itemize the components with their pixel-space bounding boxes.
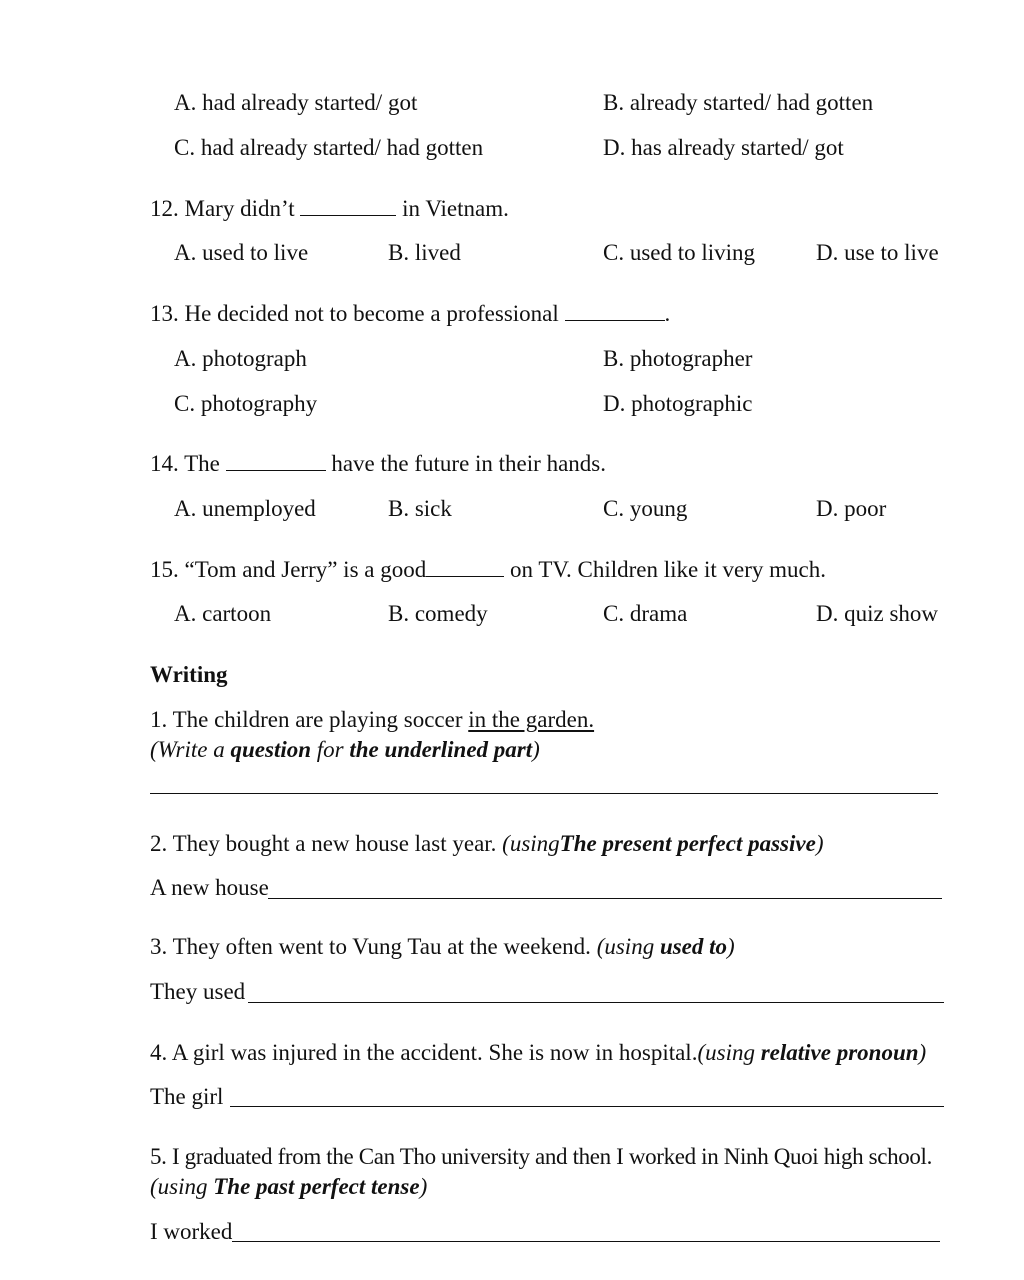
writing-2-close: ) [815, 831, 824, 856]
writing-2-answer-start: A new house [150, 875, 269, 900]
writing-3-using: (using [596, 934, 655, 959]
writing-5-instruction [150, 1173, 427, 1201]
writing-1-instr-mid: for [311, 737, 350, 762]
writing-3-text: 3. They often went to Vung Tau at the weekend. [150, 934, 591, 959]
q13-option-b: B. photographer [603, 346, 753, 371]
writing-2-sentence [150, 830, 823, 858]
q13-option-d: D. photographic [603, 391, 753, 416]
writing-3-answer-line[interactable] [248, 1002, 944, 1003]
writing-4-close: ) [918, 1040, 927, 1065]
q15-blank[interactable] [426, 556, 504, 577]
writing-2-using: (using [502, 831, 560, 856]
q12-suffix: in Vietnam. [402, 196, 509, 221]
q12-option-d: D. use to live [816, 240, 939, 265]
q15-suffix: on TV. Children like it very much. [510, 557, 827, 582]
writing-3-structure: used to [659, 934, 728, 959]
writing-5-close: ) [419, 1174, 428, 1199]
writing-4-sentence [150, 1039, 926, 1067]
writing-heading: Writing [150, 662, 228, 687]
q14-stem [150, 450, 606, 478]
q13-stem [150, 300, 670, 328]
q14-blank[interactable] [226, 450, 326, 471]
q12-option-c: C. used to living [603, 240, 756, 265]
writing-1-instruction [150, 736, 540, 764]
q15-prefix: 15. “Tom and Jerry” is a good [150, 557, 427, 582]
q11-option-c: C. had already started/ had gotten [174, 135, 484, 160]
writing-3-answer-start: They used [150, 979, 246, 1004]
q15-option-d: D. quiz show [816, 601, 939, 626]
writing-4-using: (using [697, 1040, 755, 1065]
q13-option-c: C. photography [174, 391, 318, 416]
q13-prefix: 13. He decided not to become a professional [150, 301, 559, 326]
writing-1-sentence [150, 706, 594, 734]
writing-1-instr-open: (Write a [150, 737, 231, 762]
writing-2-text: 2. They bought a new house last year. [150, 831, 497, 856]
writing-4-text: 4. A girl was injured in the accident. She is now in hospital. [150, 1040, 698, 1065]
writing-5-structure: The past perfect tense [213, 1174, 420, 1199]
writing-1-instr-part: the underlined part [349, 737, 533, 762]
q15-option-b: B. comedy [388, 601, 488, 626]
writing-1-answer-line[interactable] [150, 793, 938, 794]
writing-1-instr-question: question [230, 737, 312, 762]
q15-option-a: A. cartoon [174, 601, 272, 626]
writing-4-structure: relative pronoun [760, 1040, 919, 1065]
writing-5-using: (using [150, 1174, 208, 1199]
q13-option-a: A. photograph [174, 346, 307, 371]
q14-option-a: A. unemployed [174, 496, 316, 521]
writing-5-sentence: 5. I graduated from the Can Tho university and then I worked in Ninh Quoi high school. [150, 1144, 932, 1169]
writing-3-close: ) [727, 934, 735, 959]
q14-option-d: D. poor [816, 496, 887, 521]
q15-stem [150, 556, 826, 584]
q14-suffix: have the future in their hands. [331, 451, 606, 476]
writing-4-answer-start: The girl [150, 1084, 224, 1109]
q14-option-b: B. sick [388, 496, 452, 521]
q12-prefix: 12. Mary didn’t [150, 196, 295, 221]
writing-5-answer-start: I worked [150, 1219, 233, 1244]
writing-1-instr-close: ) [532, 737, 540, 762]
writing-1-prefix: 1. The children are playing soccer [150, 707, 463, 732]
q13-blank[interactable] [565, 300, 665, 321]
writing-2-structure: The present perfect passive [559, 831, 816, 856]
q14-option-c: C. young [603, 496, 688, 521]
q12-option-a: A. used to live [174, 240, 309, 265]
q11-option-d: D. has already started/ got [603, 135, 844, 160]
q12-option-b: B. lived [388, 240, 461, 265]
q12-blank[interactable] [300, 195, 396, 216]
q15-option-c: C. drama [603, 601, 688, 626]
q11-option-b: B. already started/ had gotten [603, 90, 874, 115]
q11-option-a: A. had already started/ got [174, 90, 418, 115]
writing-2-answer-line[interactable] [268, 898, 942, 899]
writing-4-answer-line[interactable] [230, 1106, 944, 1107]
writing-1-underlined: in the garden. [468, 707, 595, 732]
writing-3-sentence [150, 933, 735, 961]
q14-prefix: 14. The [150, 451, 220, 476]
q12-stem [150, 195, 509, 223]
writing-5-answer-line[interactable] [232, 1241, 940, 1242]
q13-suffix: . [664, 301, 671, 326]
